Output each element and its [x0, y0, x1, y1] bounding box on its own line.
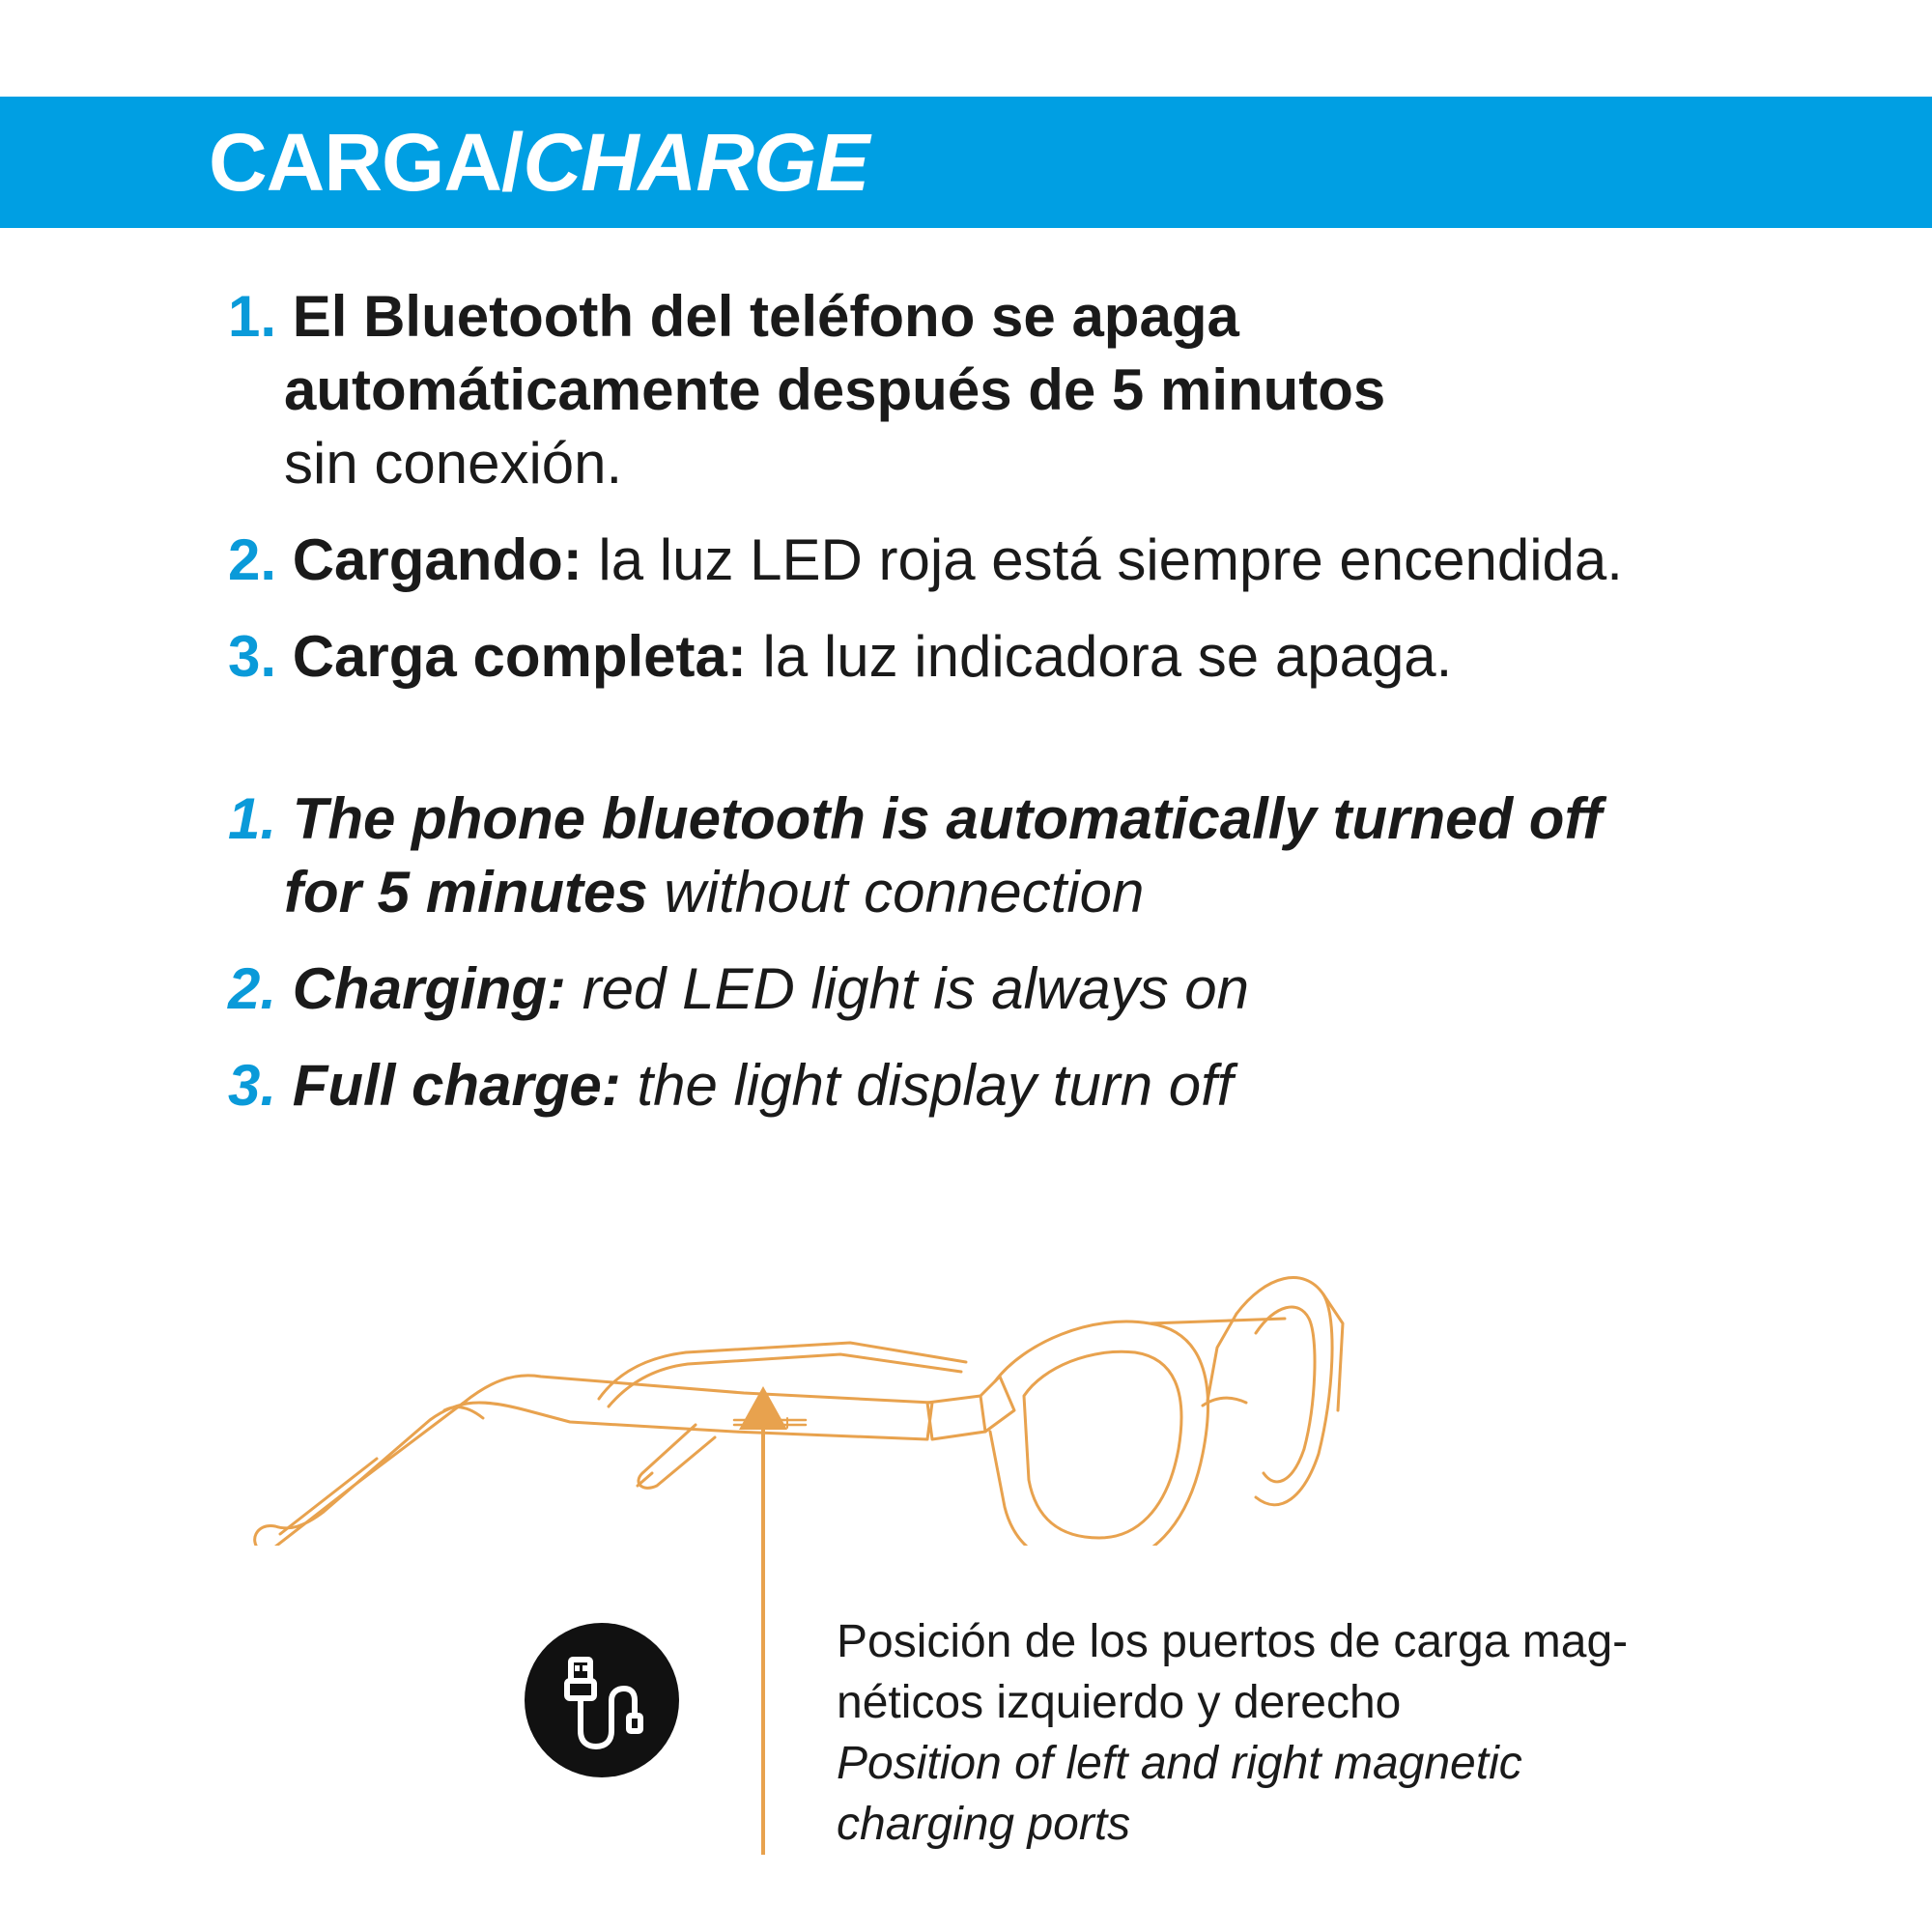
step-bold-text: Full charge: [292, 1053, 621, 1118]
title-spanish: CARGA/ [209, 117, 524, 208]
step-bold-text: Cargando: [292, 527, 582, 592]
list-item [228, 782, 1602, 929]
glasses-side-view-icon [251, 1179, 1391, 1546]
step-bold-text: Carga completa: [292, 624, 747, 689]
caption-spanish-line-2: néticos izquierdo y derecho [837, 1677, 1402, 1728]
english-steps-list [228, 782, 1602, 1122]
step-text: sin conexión. [284, 431, 623, 496]
step-number: 1. [228, 786, 277, 851]
caption-english-line-1: Position of left and right magnetic [837, 1738, 1522, 1789]
step-bold-text: Charging: [292, 956, 567, 1021]
step-number: 2. [228, 956, 277, 1021]
charging-port-caption [837, 1611, 1803, 1855]
step-number: 1. [228, 284, 277, 349]
step-number: 3. [228, 624, 277, 689]
step-bold-text: El Bluetooth del teléfono se apaga [292, 284, 1239, 349]
list-item [228, 620, 1623, 694]
step-text: la luz indicadora se apaga. [746, 624, 1453, 689]
step-number: 3. [228, 1053, 277, 1118]
step-bold-text: The phone bluetooth is automatically turned off [292, 786, 1603, 851]
list-item [228, 280, 1623, 500]
list-item [228, 952, 1602, 1026]
step-text: without connection [647, 860, 1145, 924]
spanish-steps-list [228, 280, 1623, 694]
list-item [228, 1049, 1602, 1122]
step-bold-text-continued: for 5 minutes [284, 860, 648, 924]
step-bold-text-continued: automáticamente después de 5 minutos [284, 357, 1386, 422]
header-banner [0, 97, 1932, 228]
step-number: 2. [228, 527, 277, 592]
title-english: CHARGE [523, 117, 869, 208]
caption-english-line-2: charging ports [837, 1799, 1131, 1850]
step-text: the light display turn off [620, 1053, 1234, 1118]
up-arrow-icon [739, 1386, 787, 1855]
step-text: red LED light is always on [566, 956, 1250, 1021]
usb-cable-icon [525, 1623, 679, 1777]
caption-spanish-line-1: Posición de los puertos de carga mag- [837, 1616, 1629, 1667]
page-title [209, 97, 868, 228]
step-text: la luz LED roja está siempre encendida. [582, 527, 1623, 592]
list-item [228, 524, 1623, 597]
